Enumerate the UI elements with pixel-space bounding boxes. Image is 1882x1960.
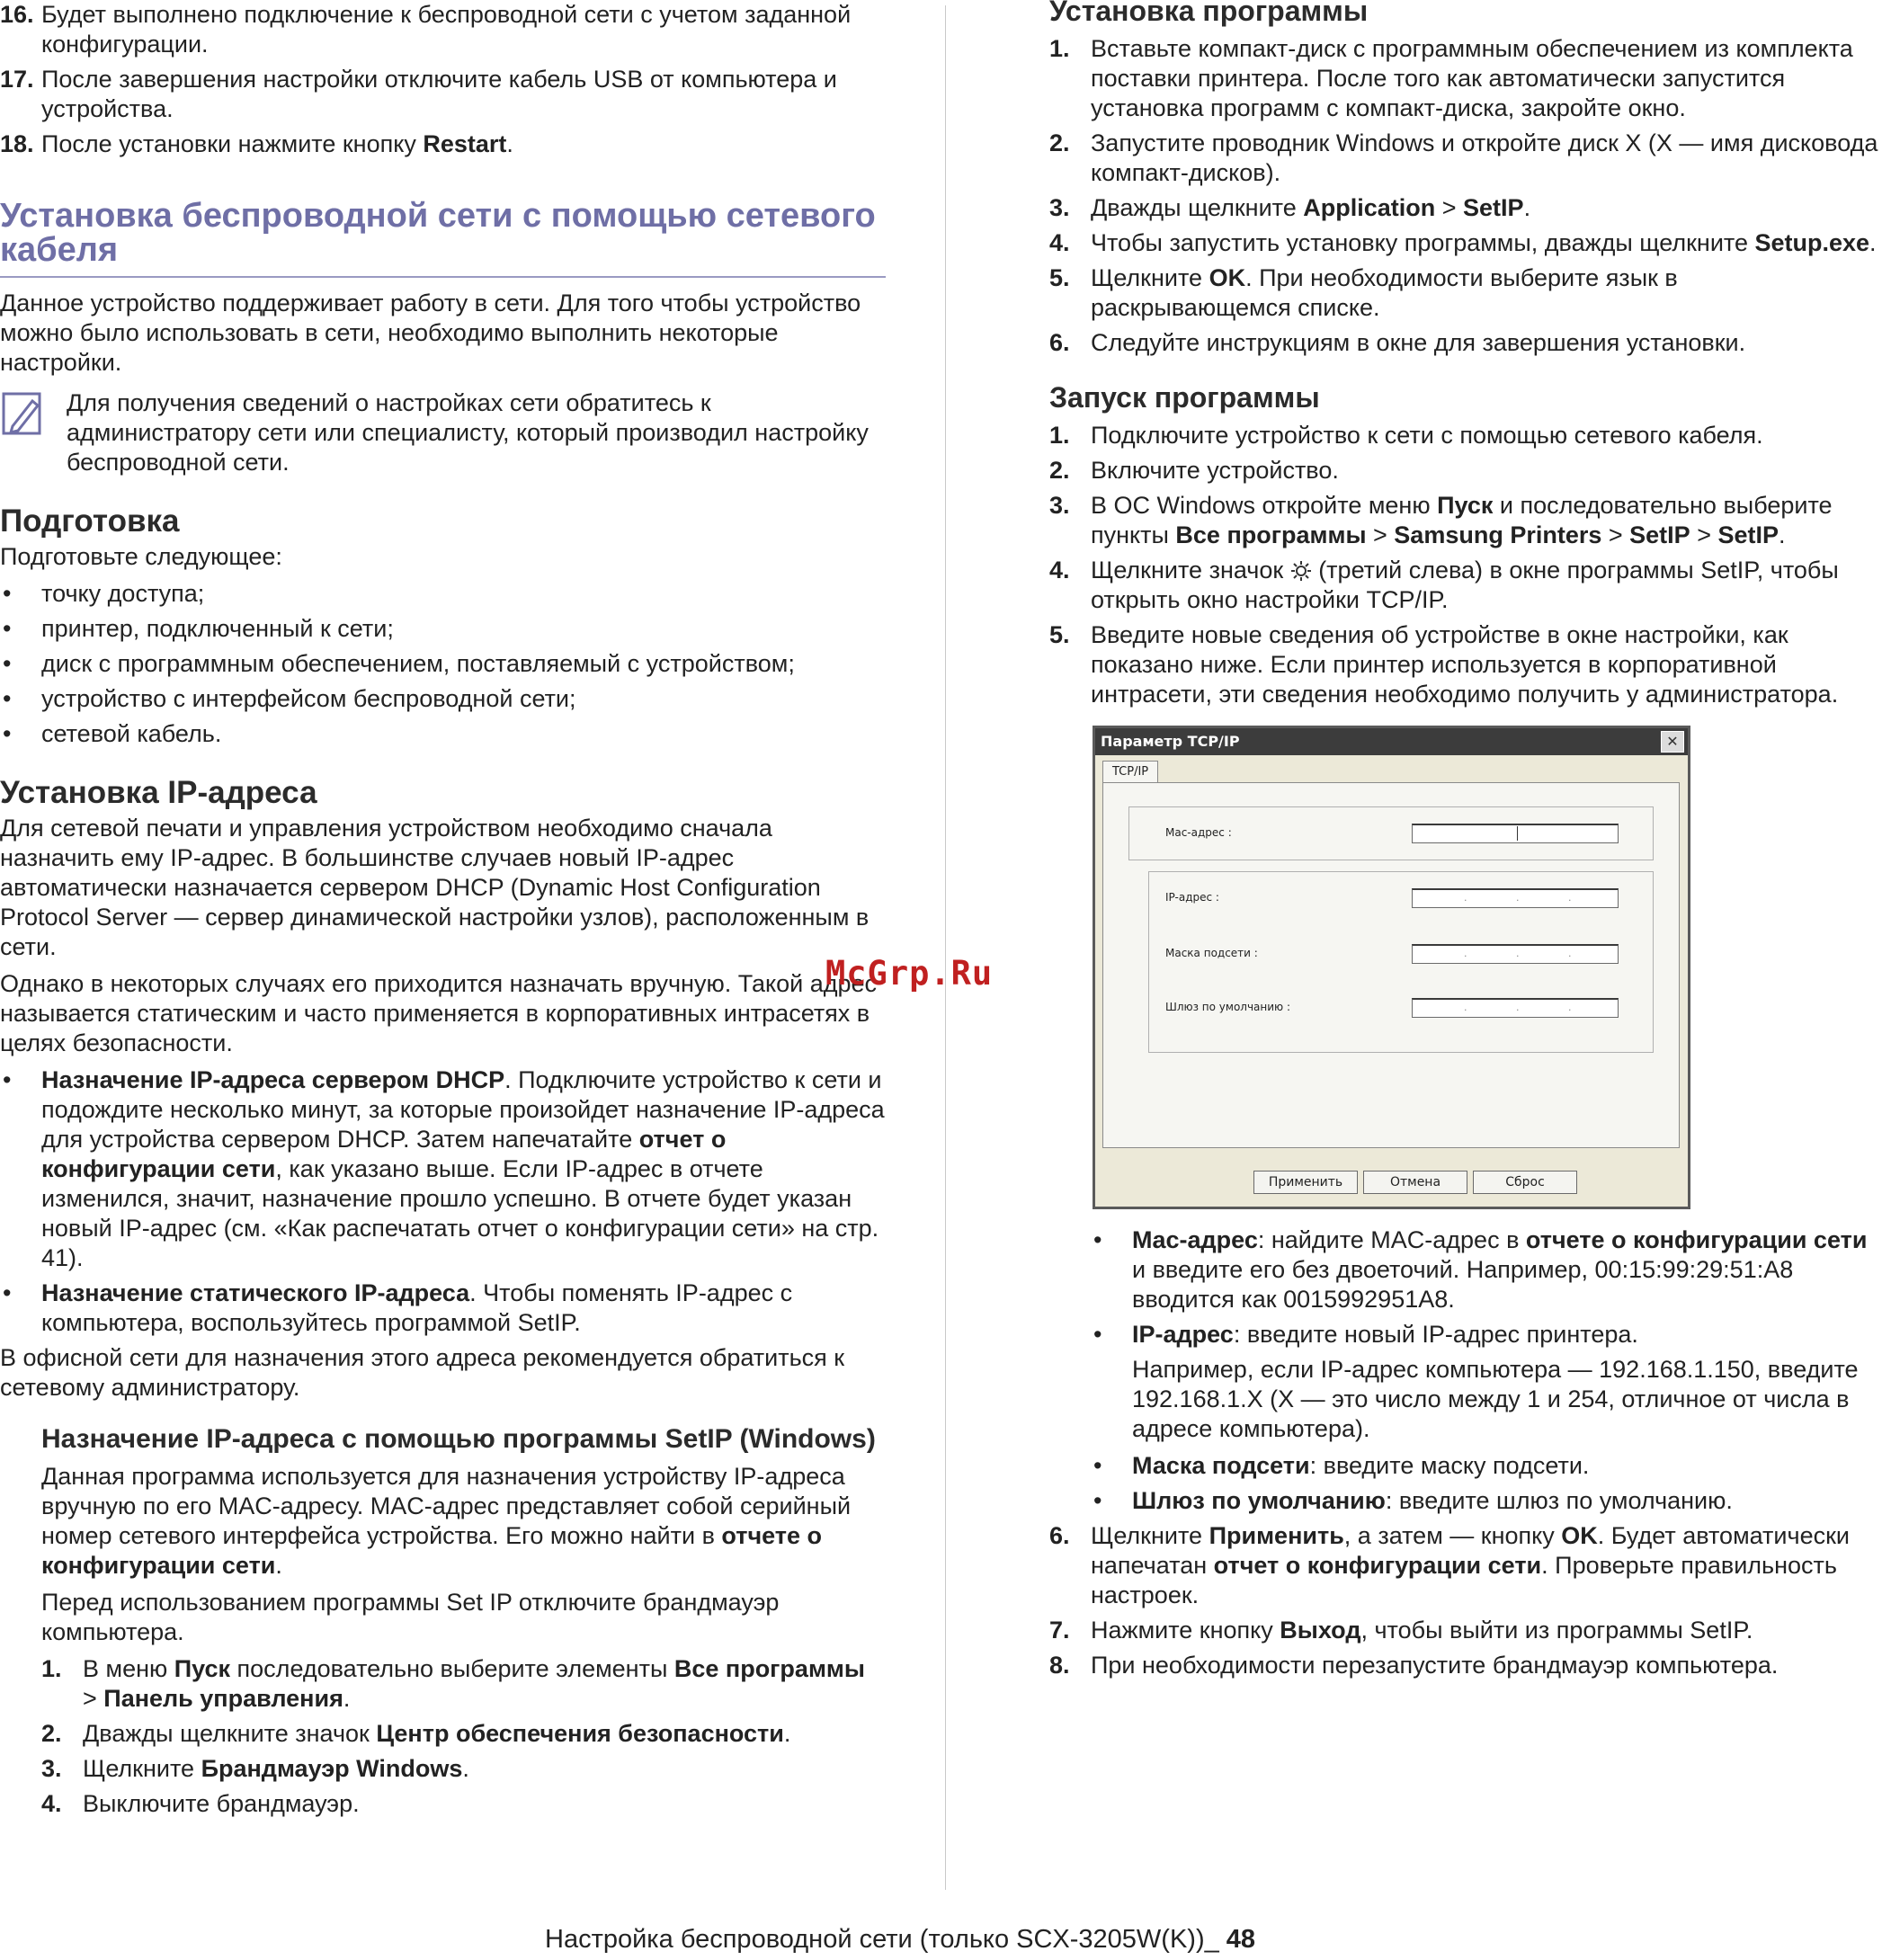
list-item: 4. Щелкните значок (третий слева) в окне программы SetIP, чтобы открыть окно настройки TCP/IP.	[1049, 557, 1839, 613]
gateway-input[interactable]: . . .	[1412, 998, 1619, 1018]
ip-group	[1148, 871, 1654, 1053]
list-item: 16. Будет выполнено подключение к беспроводной сети с учетом заданной конфигурации.	[0, 1, 852, 58]
note-pencil-icon	[2, 392, 45, 439]
ip-title: Установка IP-адреса	[0, 775, 317, 810]
list-item: 1. Вставьте компакт-диск с программным обеспечением из комплекта поставки принтера. После того как автоматически запустится установка программ с компакт-диска, закройте окно.	[1049, 35, 1853, 121]
tab-tcpip[interactable]: TCP/IP	[1102, 761, 1158, 783]
apply-button[interactable]: Применить	[1253, 1171, 1358, 1194]
list-item: 18. После установки нажмите кнопку Restart.	[0, 130, 513, 157]
list-item: • Mac-адрес: найдите MAC-адрес в отчете о конфигурации сети и введите его без двоеточий. Например, 00:15:99:29:51:A8 вводится как 0015992951A8.	[1093, 1226, 1868, 1313]
list-item: • диск с программным обеспечением, поставляемый с устройством;	[3, 650, 795, 677]
mask-input[interactable]: . . .	[1412, 944, 1619, 964]
list-item: 6. Щелкните Применить, а затем — кнопку OK. Будет автоматически напечатан отчет о конфигурации сети. Проверьте правильность настроек.	[1049, 1522, 1850, 1608]
close-button[interactable]: ✕	[1661, 731, 1684, 753]
list-item: 4. Чтобы запустить установку программы, дважды щелкните Setup.exe.	[1049, 229, 1877, 256]
ip-paragraph: В офисной сети для назначения этого адреса рекомендуется обратиться к сетевому администратору.	[0, 1344, 845, 1401]
list-item: 8. При необходимости перезапустите брандмауэр компьютера.	[1049, 1652, 1779, 1679]
setip-block	[0, 1424, 886, 1819]
prep-title: Подготовка	[0, 503, 180, 539]
list-item: 5. Щелкните OK. При необходимости выберите язык в раскрывающемся списке.	[1049, 264, 1678, 321]
column-divider	[945, 5, 946, 1890]
mac-input[interactable]	[1412, 824, 1619, 843]
page-footer: Настройка беспроводной сети (только SCX-3205W(K))_ 48	[545, 1925, 1256, 1954]
ip-example: Например, если IP-адрес компьютера — 192.168.1.150, введите 192.168.1.X (X — это число между 1 и 254, отличное от числа в адресе компьютера).	[1132, 1356, 1859, 1442]
list-item: 2. Дважды щелкните значок Центр обеспечения безопасности.	[41, 1720, 791, 1747]
page-number: 48	[1226, 1925, 1256, 1954]
list-item: • Назначение статического IP-адреса. Чтобы поменять IP-адрес с компьютера, воспользуйтесь программой SetIP.	[3, 1279, 793, 1336]
intro-text: Данное устройство поддерживает работу в сети. Для того чтобы устройство можно было использовать в сети, необходимо выполнить некоторые настройки.	[0, 290, 861, 376]
launch-title: Запуск программы	[1049, 381, 1320, 414]
list-item: 3. В ОС Windows откройте меню Пуск и последовательно выберите пункты Все программы > Samsung Printers > SetIP > SetIP.	[1049, 492, 1833, 548]
left-column	[0, 0, 886, 1824]
prep-list	[0, 579, 886, 749]
list-item: 7. Нажмите кнопку Выход, чтобы выйти из программы SetIP.	[1049, 1617, 1753, 1644]
tcpip-settings-icon	[1290, 560, 1312, 582]
dialog-title-bar	[1095, 728, 1688, 755]
continued-steps	[0, 0, 886, 159]
section-title: Установка беспроводной сети с помощью сетевого кабеля	[0, 199, 886, 278]
prep-lead: Подготовьте следующее:	[0, 543, 282, 570]
dialog-title: Параметр TCP/IP	[1101, 733, 1240, 750]
setip-paragraph: Данная программа используется для назначения устройству IP-адреса вручную по его MAC-адресу. MAC-адрес представляет собой серийный номер сетевого интерфейса устройства. Его можно найти в отчете о конфигурации сети.	[41, 1463, 852, 1579]
cancel-button[interactable]: Отмена	[1363, 1171, 1467, 1194]
list-item: 17. После завершения настройки отключите кабель USB от компьютера и устройства.	[0, 66, 837, 122]
list-item: • точку доступа;	[3, 580, 205, 607]
setip-paragraph: Перед использованием программы Set IP отключите брандмауэр компьютера.	[41, 1589, 780, 1645]
list-item: • Маска подсети: введите маску подсети.	[1093, 1452, 1590, 1479]
list-item: 1. Подключите устройство к сети с помощью сетевого кабеля.	[1049, 422, 1763, 449]
list-item: • Назначение IP-адреса сервером DHCP. Подключите устройство к сети и подождите несколько минут, за которые произойдет назначение IP-адреса для устройства сервером DHCP. Затем напечатайте отчет о конфигурации сети, как указано выше. Если IP-адрес в отчете изменился, значит, назначение прошло успешно. В отчете будет указан новый IP-адрес (см. «Как распечатать отчет о конфигурации сети» на стр. 41).	[3, 1066, 885, 1271]
list-item: 3. Щелкните Брандмауэр Windows.	[41, 1755, 469, 1782]
ip-paragraph: Для сетевой печати и управления устройством необходимо сначала назначить ему IP-адрес. В большинстве случаев новый IP-адрес автоматически назначается сервером DHCP (Dynamic Host Configuration Protocol Server — сервер динамической настройки узлов), расположенным в сети.	[0, 815, 870, 960]
tcpip-dialog	[1093, 726, 1690, 1209]
ip-paragraph: Однако в некоторых случаях его приходится назначать вручную. Такой адрес называется статическим и часто применяется в корпоративных интрасетях в целях безопасности.	[0, 970, 878, 1056]
right-column	[1049, 0, 1882, 1686]
dialog-panel	[1102, 782, 1680, 1148]
setip-title: Назначение IP-адреса с помощью программы SetIP (Windows)	[41, 1424, 876, 1454]
list-item: 1. В меню Пуск последовательно выберите элементы Все программы > Панель управления.	[41, 1655, 865, 1712]
list-item: • IP-адрес: введите новый IP-адрес принтера.	[1093, 1321, 1638, 1348]
list-item: 2. Включите устройство.	[1049, 457, 1339, 484]
ip-input[interactable]: . . .	[1412, 888, 1619, 908]
list-item: • устройство с интерфейсом беспроводной сети;	[3, 685, 576, 712]
list-item: 2. Запустите проводник Windows и откройте диск X (X — имя дисковода компакт-дисков).	[1049, 129, 1878, 186]
list-item: 5. Введите новые сведения об устройстве в окне настройки, как показано ниже. Если принтер используется в корпоративной интрасети, эти сведения необходимо получить у администратора.	[1049, 621, 1839, 708]
note: Для получения сведений о настройках сети обратитесь к администратору сети или специалисту, который производил настройку беспроводной сети.	[0, 388, 886, 477]
watermark: McGrp.Ru	[825, 954, 994, 993]
mac-label: Мас-адрес :	[1165, 826, 1232, 839]
list-item: 3. Дважды щелкните Application > SetIP.	[1049, 194, 1531, 221]
list-item: • сетевой кабель.	[3, 720, 222, 747]
gateway-label: Шлюз по умолчанию :	[1165, 1001, 1291, 1013]
field-descriptions	[1049, 1225, 1882, 1516]
list-item: • принтер, подключенный к сети;	[3, 615, 394, 642]
list-item: • Шлюз по умолчанию: введите шлюз по умолчанию.	[1093, 1487, 1733, 1514]
list-item: 4. Выключите брандмауэр.	[41, 1790, 360, 1817]
list-item: 6. Следуйте инструкциям в окне для завершения установки.	[1049, 329, 1746, 356]
install-title: Установка программы	[1049, 0, 1369, 27]
reset-button[interactable]: Сброс	[1473, 1171, 1577, 1194]
mask-label: Маска подсети :	[1165, 947, 1258, 959]
ip-label: IP-адрес :	[1165, 891, 1219, 904]
mac-group	[1128, 806, 1654, 860]
